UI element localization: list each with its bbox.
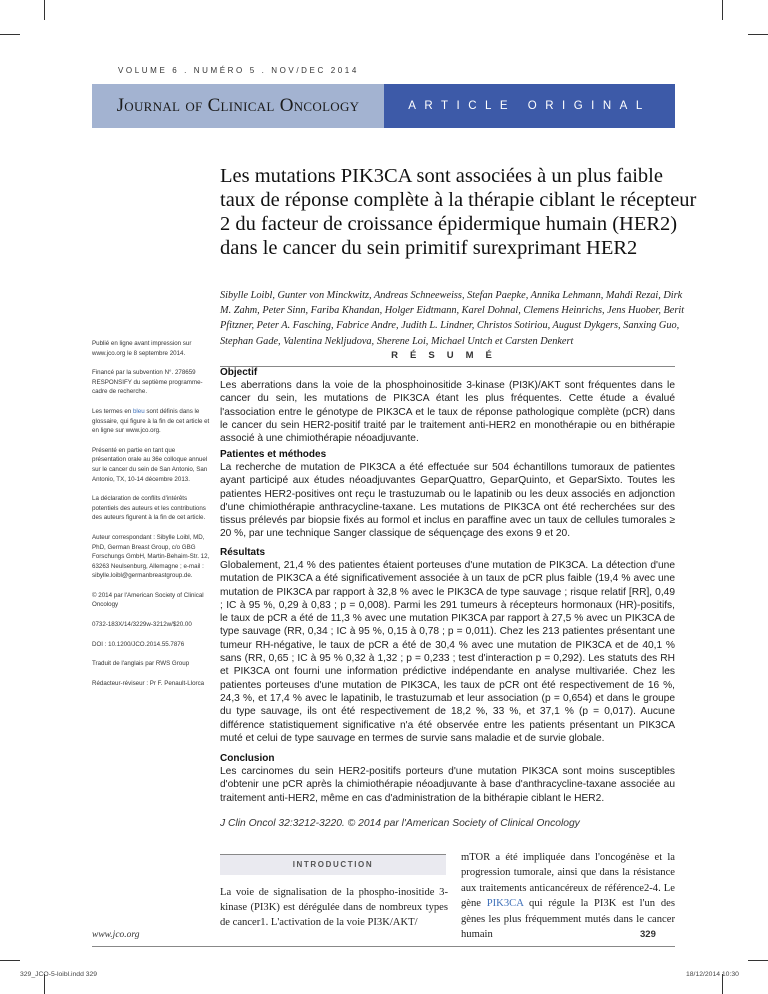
conclusion-text: Les carcinomes du sein HER2-positifs porteurs d'une mutation PIK3CA sont moins susceptibles d'obtenir une pCR après la chimiothérapie néoadjuvante à base d'anthracycline-taxane associée au traitement anti-HER2, même en cas d'administration de la bithérapie ciblant le HER2. <box>220 766 675 804</box>
objectif-text: Les aberrations dans la voie de la phosphoinositide 3-kinase (PI3K)/AKT sont fréquentes dans le cancer du sein, les mutations de PIK3CA étant les plus fréquentes. Cette étude a évalué l'association entre le génotype de PIK3CA et le taux de réponse pathologique complète (pCR) dans le cancer du sein HER2-positif traité par le traitement anti-HER2 en monothérapie ou en bithérapie associé à une chimiothérapie néoadjuvante. <box>220 380 675 445</box>
page-number: 329 <box>640 929 656 940</box>
author-list: Sibylle Loibl, Gunter von Minckwitz, Andreas Schneeweiss, Stefan Paepke, Annika Lehmann, Mahdi Rezai, Dirk M. Zahm, Peter Sinn, Fariba Khandan, Holger Eidtmann, Karel Dohnal, Clemens Heinrichs, Jens Huober, Berit Pfitzner, Peter A. Fasching, Fabrice Andre, Judith L. Lindner, Christos Sotiriou, August Dykgers, Sanxing Guo, Stephan Gade, Valentina Nekljudova, Sherene Loi, Michael Untch et Carsten Denkert <box>220 290 685 347</box>
sidebar-published: Publié en ligne avant impression sur www.jco.org le 8 septembre 2014. <box>92 340 192 357</box>
sidebar-translated: Traduit de l'anglais par RWS Group <box>92 660 190 668</box>
sidebar-presented: Présenté en partie en tant que présentation orale au 36e colloque annuel sur le cancer du sein de San Antonio, San Antonio, TX, 10-14 décembre 2013. <box>92 446 208 483</box>
glossary-highlight: bleu <box>132 407 145 415</box>
volume-line: VOLUME 6 . NUMÉRO 5 . NOV/DEC 2014 <box>118 66 359 75</box>
gene-glossary-term: PIK3CA <box>486 898 524 910</box>
journal-banner <box>92 84 384 128</box>
sidebar-correspondence: Auteur correspondant : Sibylle Loibl, MD, PhD, German Breast Group, c/o GBG Forschungs GmbH, Martin-Behaim-Str. 12, 63263 Neulsenburg, Allemagne ; e-mail : sibylle.loibl@germanbreastgroup.de. <box>92 533 210 580</box>
sidebar-issn: 0732-183X/14/3229w-3212w/$20.00 <box>92 621 192 629</box>
footer-website: www.jco.org <box>92 930 140 940</box>
sidebar-copyright: © 2014 par l'American Society of Clinical Oncology <box>92 591 204 609</box>
abstract-objectif <box>220 367 675 445</box>
footer-divider <box>92 946 675 947</box>
crop-mark <box>748 34 768 35</box>
crop-mark <box>748 960 768 961</box>
print-slug: 329_JCO-5-loibl.indd 329 <box>20 971 98 978</box>
crop-mark <box>722 0 723 20</box>
section-label: ARTICLE ORIGINAL <box>408 100 651 112</box>
abstract-methodes <box>220 449 675 541</box>
objectif-title: Objectif <box>220 367 258 378</box>
abstract-resultats <box>220 547 675 745</box>
sidebar-conflicts: La déclaration de conflits d'intérêts potentiels des auteurs et les contributions des auteurs figurent à la fin de cet article. <box>92 495 206 522</box>
resultats-text: Globalement, 21,4 % des patientes étaient porteuses d'une mutation de PIK3CA. La détection d'une mutation de PIK3CA a été significativement associée à un taux de pCR plus faible (19,4 % avec une mutation de PIK3CA par rapport à 32,8 % avec le PIK3CA de type sauvage ; risque relatif [RR], 0,49 ; IC à 95 %, 0,29 à 0,83 ; p = 0,008). Parmi les 291 tumeurs à récepteurs hormonaux (HR)-positifs, le taux de pCR a été de 11,3 % avec une mutation PIK3CA par rapport à 27,5 % avec un PIK3CA de type sauvage (RR, 0,34 ; IC à 95 %, 0,15 à 0,78 ; p = 0,011). Chez les 213 patientes présentant une tumeur RH-négative, le taux de pCR a été de 30,4 % avec une mutation de PIK3CA et de 40,1 % sans (RR, 0,65 ; IC à 95 % 0,32 à 1,32 ; p = 0,233 ; test d'interaction p = 0,292). Les statuts des RH et PIK3CA ont fourni une information prédictive indépendante en analyse multivariée. Chez les patientes porteuses d'une mutation de PIK3CA, les taux de pCR ont été respectivement de 16 %, 24,3 %, et 17,4 % avec le lapatinib, le trastuzumab et leur association (p = 0,654) et dans le groupe du type sauvage, ils ont été respectivement de 18,2 %, 33 %, et 37,1 % (p = 0,017). Aucune différence statistiquement significative n'a été observée entre les patients présentant un PIK3CA muté et celui de type sauvage en termes de survie sans maladie et de survie globale. <box>220 560 675 744</box>
sidebar-glossary: Les termes en bleu sont définis dans le glossaire, qui figure à la fin de cet article et en ligne sur www.jco.org. <box>92 407 210 435</box>
journal-name: Journal of Clinical Oncology <box>116 95 360 116</box>
crop-mark <box>44 0 45 20</box>
article-sidebar <box>92 339 210 698</box>
sidebar-doi: DOI : 10.1200/JCO.2014.55.7876 <box>92 640 185 648</box>
abstract-heading: RÉSUMÉ <box>220 350 675 367</box>
sidebar-funding: Financé par la subvention N°. 278659 RESPONSIFY du septième programme-cadre de recherche. <box>92 369 203 396</box>
intro-heading: INTRODUCTION <box>220 855 446 875</box>
intro-column-2: mTOR a été impliquée dans l'oncogénèse et la progression tumorale, ainsi que dans la résistance aux traitements anticancéreux de référence2-4. Le gène PIK3CA qui régule la PI3K est l'un des gènes les plus fréquemment mutés dans le cancer humain <box>461 852 675 941</box>
crop-mark <box>0 960 20 961</box>
section-banner <box>384 84 675 128</box>
citation: J Clin Oncol 32:3212-3220. © 2014 par l'American Society of Clinical Oncology <box>220 818 580 829</box>
intro-column-1: La voie de signalisation de la phospho-inositide 3-kinase (PI3K) est dérégulée dans de nombreux types de cancer1. L'activation de la voie PI3K/AKT/ <box>220 887 448 928</box>
crop-mark <box>0 34 20 35</box>
sidebar-reviewer: Rédacteur-réviseur : Pr F. Penault-Llorca <box>92 679 205 687</box>
conclusion-title: Conclusion <box>220 753 275 764</box>
methodes-title: Patientes et méthodes <box>220 449 327 460</box>
article-title: Les mutations PIK3CA sont associées à un plus faible taux de réponse complète à la thérapie ciblant le récepteur 2 du facteur de croissance épidermique humain (HER2) dans le cancer du sein primitif surexprimant HER2 <box>220 165 697 259</box>
methodes-text: La recherche de mutation de PIK3CA a été effectuée sur 504 échantillons tumoraux de patientes ayant participé aux études néoadjuvantes GeparQuattro, GeparQuinto, et GeparSixto. Toutes les patientes HER2-positives ont reçu le trastuzumab ou le lapatinib ou les deux associés en adjonction d'une chimiothérapie anthracycline-taxane. Les mutations de PIK3CA ont été recherchées sur des tissus prélevés par biopsie fixés au formol et inclus en paraffine avec un taux de cellules tumorales ≥ 20 %, par une technique Sanger classique de séquençage des exons 9 et 20. <box>220 462 675 540</box>
abstract-conclusion <box>220 753 675 805</box>
resultats-title: Résultats <box>220 547 266 558</box>
print-date: 18/12/2014 10:30 <box>686 971 739 978</box>
